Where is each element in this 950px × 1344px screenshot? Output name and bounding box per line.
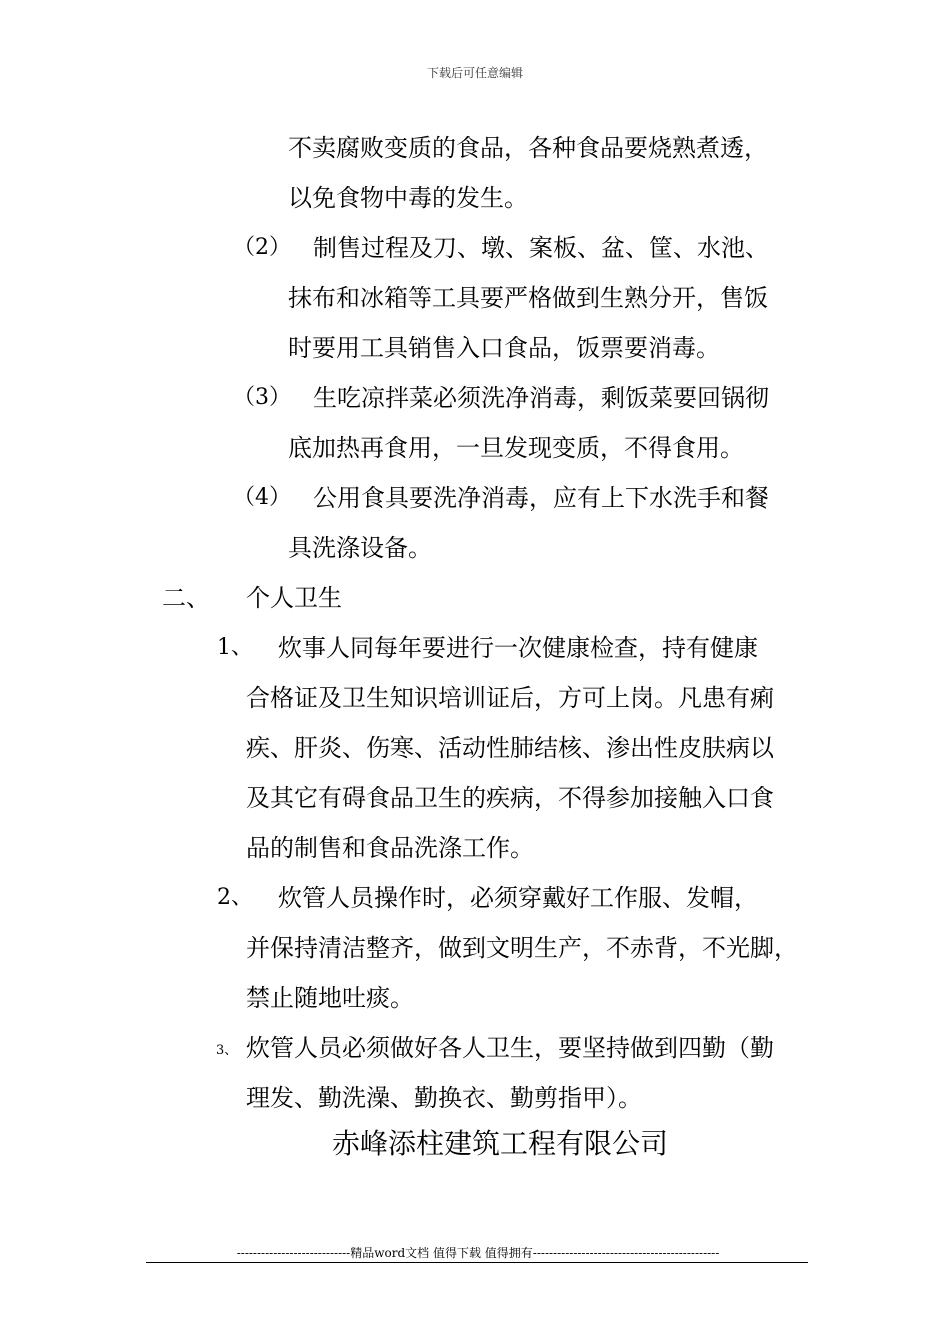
item-number: （2） <box>233 235 291 260</box>
header-note: 下载后可任意编辑 <box>426 66 523 80</box>
body-line: 底加热再食用，一旦发现变质，不得食用。 <box>288 434 744 462</box>
body-line: 炊管人员操作时，必须穿戴好工作服、发帽， <box>278 884 758 912</box>
section-number: 二、 <box>162 584 210 612</box>
company-name: 赤峰添柱建筑工程有限公司 <box>331 1127 668 1160</box>
body-line: 炊事人同每年要进行一次健康检查，持有健康 <box>278 634 758 662</box>
body-line: 疾、肝炎、伤寒、活动性肺结核、渗出性皮肤病以 <box>246 734 774 762</box>
body-line: 并保持清洁整齐，做到文明生产，不赤背，不光脚， <box>246 934 798 962</box>
body-line: 品的制售和食品洗涤工作。 <box>246 834 534 862</box>
body-line: 生吃凉拌菜必须洗净消毒，剩饭菜要回锅彻 <box>313 384 769 412</box>
body-line: 具洗涤设备。 <box>288 534 432 562</box>
item-number: 1、 <box>217 635 253 660</box>
body-line: 抹布和冰箱等工具要严格做到生熟分开，售饭 <box>288 284 768 312</box>
body-line: 理发、勤洗澡、勤换衣、勤剪指甲）。 <box>246 1084 642 1112</box>
body-line: 炊管人员必须做好各人卫生，要坚持做到四勤（勤 <box>246 1034 774 1062</box>
body-line: 禁止随地吐痰。 <box>246 984 414 1012</box>
body-line: 不卖腐败变质的食品，各种食品要烧熟煮透， <box>288 134 768 162</box>
body-line: 及其它有碍食品卫生的疾病，不得参加接触入口食 <box>246 784 774 812</box>
footer-rule <box>146 1262 808 1263</box>
body-line: 公用食具要洗净消毒，应有上下水洗手和餐 <box>313 484 769 512</box>
item-number: （3） <box>233 385 291 410</box>
body-line: 时要用工具销售入口食品，饭票要消毒。 <box>288 334 720 362</box>
item-number: （4） <box>233 485 291 510</box>
footer-text: ----------------------------精品word文档 值得下载 值得拥有---------------------------------------------- <box>236 1246 720 1260</box>
body-line: 合格证及卫生知识培训证后，方可上岗。凡患有痢 <box>246 684 774 712</box>
body-line: 以免食物中毒的发生。 <box>288 184 528 212</box>
item-number: 3、 <box>216 1043 238 1058</box>
section-title: 个人卫生 <box>246 584 342 612</box>
item-number: 2、 <box>217 885 253 910</box>
body-line: 制售过程及刀、墩、案板、盆、筐、水池、 <box>313 234 769 262</box>
